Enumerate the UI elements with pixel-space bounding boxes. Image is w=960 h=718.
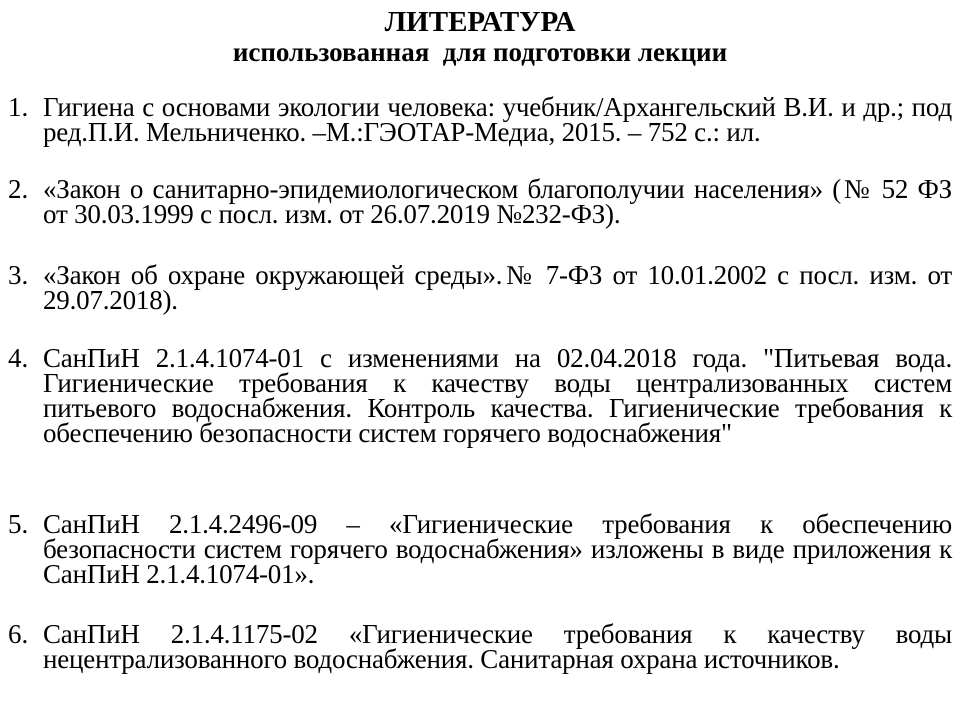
- reference-number: 2.: [8, 174, 29, 204]
- reference-item-5: [8, 509, 952, 589]
- page-title: ЛИТЕРАТУРА: [384, 6, 576, 38]
- reference-number: 6.: [8, 619, 29, 649]
- reference-number: 1.: [8, 92, 29, 122]
- reference-text: СанПиН 2.1.4.1074-01 с изменениями на 02.04.2018 года. "Питьевая вода. Гигиенические требования к качеству воды централизованных систем питьевого водоснабжения. Контроль качества. Гигиенические требования к обеспечению безопасности систем горячего водоснабжения": [43, 343, 952, 448]
- reference-item-1: [8, 92, 952, 147]
- page-subtitle: использованная для подготовки лекции: [232, 37, 728, 67]
- reference-number: 4.: [8, 343, 29, 373]
- reference-item-2: [8, 174, 952, 229]
- reference-number: 3.: [8, 260, 29, 290]
- reference-item-6: [8, 619, 952, 674]
- reference-text: СанПиН 2.1.4.2496-09 – «Гигиенические требования к обеспечению безопасности систем горячего водоснабжения» изложены в виде приложения к СанПиН 2.1.4.1074-01».: [43, 509, 952, 589]
- reference-text: «Закон о санитарно-эпидемиологическом благополучии населения» (№ 52 ФЗ от 30.03.1999 с посл. изм. от 26.07.2019 №232-ФЗ).: [43, 174, 952, 229]
- reference-number: 5.: [8, 509, 29, 539]
- reference-item-3: [8, 260, 952, 315]
- reference-text: СанПиН 2.1.4.1175-02 «Гигиенические требования к качеству воды нецентрализованного водоснабжения. Санитарная охрана источников.: [43, 619, 952, 674]
- reference-text: «Закон об охране окружающей среды».№ 7-ФЗ от 10.01.2002 с посл. изм. от 29.07.2018).: [43, 260, 952, 315]
- reference-item-4: [8, 343, 952, 448]
- reference-text: Гигиена с основами экологии человека: учебник/Архангельский В.И. и др.; под ред.П.И. Мельниченко. –М.:ГЭОТАР-Медиа, 2015. – 752 с.: ил.: [43, 92, 952, 147]
